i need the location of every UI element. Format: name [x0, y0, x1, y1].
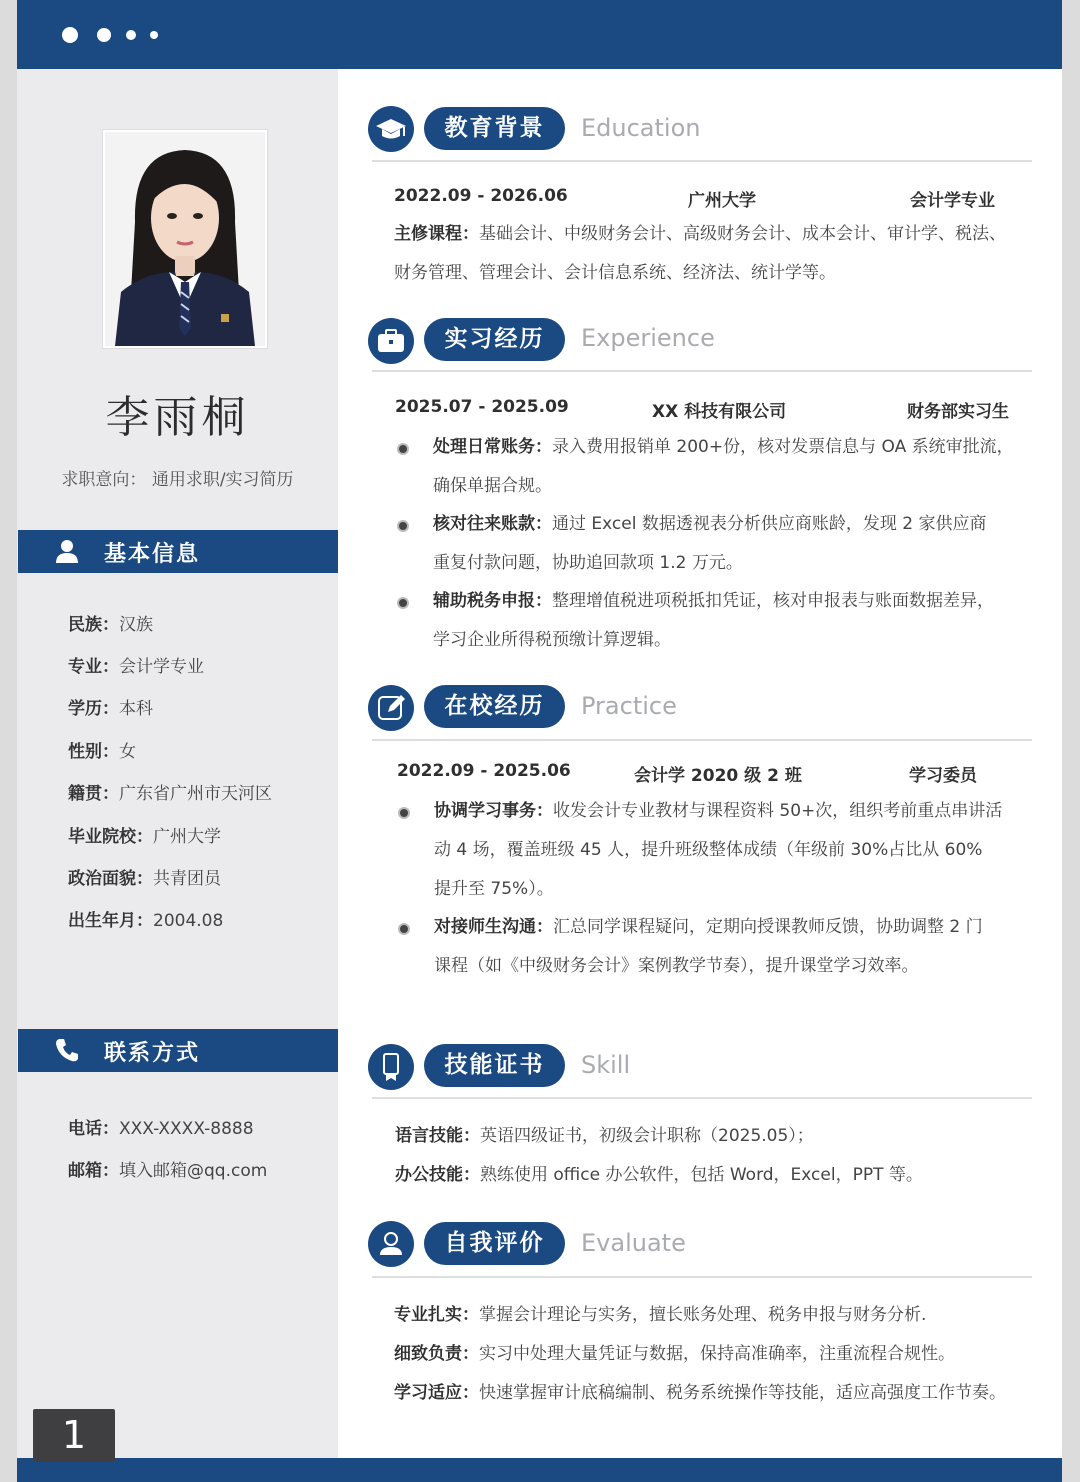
decor-dot-icon	[97, 28, 111, 42]
phone-icon	[54, 1037, 80, 1063]
exp-item: 核对往来账款：通过 Excel 数据透视表分析供应商账龄，发现 2 家供应商 重复付款问题，协助追回款项 1.2 万元。	[433, 514, 987, 573]
divider	[372, 1097, 1032, 1099]
edu-major: 会计学专业	[910, 191, 995, 211]
evaluation-list: 专业扎实：掌握会计理论与实务，擅长账务处理、税务申报与财务分析. 细致负责：实习中处理大量凭证与数据，保持高准确率，注重流程合规性。 学习适应：快速掌握审计底稿编制、税务系统操作等技能，适应高强度工作节奏。	[394, 1305, 1006, 1403]
info-ethnicity: 民族：汉族	[68, 615, 153, 635]
bullet-icon	[397, 443, 409, 455]
evaluation-title: 自我评价	[424, 1222, 565, 1265]
contact-phone: 电话：XXX-XXXX-8888	[68, 1119, 254, 1139]
contact-email: 邮箱：填入邮箱@qq.com	[68, 1161, 268, 1181]
skills-title: 技能证书	[424, 1044, 565, 1087]
briefcase-icon	[368, 318, 414, 364]
edu-period: 2022.09 - 2026.06	[394, 186, 568, 206]
practice-org: 会计学 2020 级 2 班	[634, 766, 802, 786]
basic-info-title: 基本信息	[104, 542, 201, 567]
top-header-bar	[17, 0, 1062, 69]
exp-item: 辅助税务申报：整理增值税进项税抵扣凭证，核对申报表与账面数据差异， 学习企业所得税预缴计算逻辑。	[433, 591, 994, 650]
skills-icon-badge	[368, 1044, 414, 1090]
bullet-icon	[397, 597, 409, 609]
practice-role: 学习委员	[909, 766, 977, 786]
practice-title: 在校经历	[424, 685, 565, 728]
page-indicator[interactable]: 1	[33, 1409, 115, 1462]
contact-title: 联系方式	[104, 1041, 201, 1066]
experience-title: 实习经历	[424, 318, 565, 361]
bottom-footer-bar	[17, 1458, 1062, 1482]
skills-list: 语言技能：英语四级证书，初级会计职称（2025.05）； 办公技能：熟练使用 office 办公软件，包括 Word，Excel，PPT 等。	[395, 1126, 923, 1185]
evaluation-title-en: Evaluate	[581, 1229, 686, 1257]
divider	[372, 370, 1032, 372]
contact-header	[18, 1029, 338, 1072]
pen-edit-icon	[368, 685, 414, 731]
info-birth: 出生年月：2004.08	[68, 911, 224, 931]
bullet-icon	[397, 520, 409, 532]
job-intent-label: 求职意向：	[61, 470, 147, 490]
decor-dot-icon	[126, 30, 136, 40]
education-title-en: Education	[581, 114, 701, 142]
decor-dot-icon	[62, 27, 78, 43]
practice-title-en: Practice	[581, 692, 677, 720]
divider	[372, 160, 1032, 162]
main-content	[338, 69, 1062, 1458]
profile-photo	[102, 129, 268, 349]
practice-period: 2022.09 - 2025.06	[397, 761, 571, 781]
skills-title-en: Skill	[581, 1051, 631, 1079]
bullet-icon	[398, 807, 410, 819]
exp-company: XX 科技有限公司	[652, 402, 787, 422]
experience-title-en: Experience	[581, 324, 715, 352]
resume-page	[17, 0, 1062, 1482]
info-political: 政治面貌：共青团员	[68, 869, 221, 889]
exp-role: 财务部实习生	[907, 402, 1009, 422]
info-hometown: 籍贯：广东省广州市天河区	[68, 784, 272, 804]
evaluation-icon-badge	[368, 1221, 414, 1267]
candidate-name: 李雨桐	[105, 392, 250, 443]
info-degree: 学历：本科	[68, 699, 153, 719]
info-school: 毕业院校：广州大学	[68, 827, 221, 847]
edu-school: 广州大学	[688, 191, 756, 211]
bullet-icon	[398, 923, 410, 935]
practice-item: 协调学习事务：收发会计专业教材与课程资料 50+次，组织考前重点串讲活 动 4 场，覆盖班级 45 人，提升班级整体成绩（年级前 30%占比从 60% 提升至 75%）。	[434, 801, 1003, 899]
divider	[372, 739, 1032, 741]
education-icon-badge	[368, 106, 414, 152]
edu-courses: 主修课程：基础会计、中级财务会计、高级财务会计、成本会计、审计学、税法、 财务管理、管理会计、会计信息系统、经济法、统计学等。	[394, 224, 1006, 283]
education-title: 教育背景	[424, 107, 565, 150]
person-badge-icon	[368, 1221, 414, 1267]
graduation-cap-icon	[368, 106, 414, 152]
info-gender: 性别：女	[68, 742, 136, 762]
sidebar	[17, 69, 338, 1458]
job-intent	[17, 465, 338, 490]
user-icon	[54, 538, 80, 564]
divider	[372, 1276, 1032, 1278]
practice-item: 对接师生沟通：汇总同学课程疑问，定期向授课教师反馈，协助调整 2 门 课程（如《中级财务会计》案例教学节奏），提升课堂学习效率。	[434, 917, 983, 976]
exp-item: 处理日常账务：录入费用报销单 200+份，核对发票信息与 OA 系统审批流， 确保单据合规。	[433, 437, 1014, 496]
practice-icon-badge	[368, 685, 414, 731]
portrait-image	[105, 132, 265, 346]
basic-info-header	[18, 530, 338, 573]
job-intent-value: 通用求职/实习简历	[151, 470, 294, 490]
certificate-icon	[368, 1044, 414, 1090]
experience-icon-badge	[368, 318, 414, 364]
decor-dot-icon	[150, 31, 158, 39]
info-major: 专业：会计学专业	[68, 657, 204, 677]
exp-period: 2025.07 - 2025.09	[395, 397, 569, 417]
